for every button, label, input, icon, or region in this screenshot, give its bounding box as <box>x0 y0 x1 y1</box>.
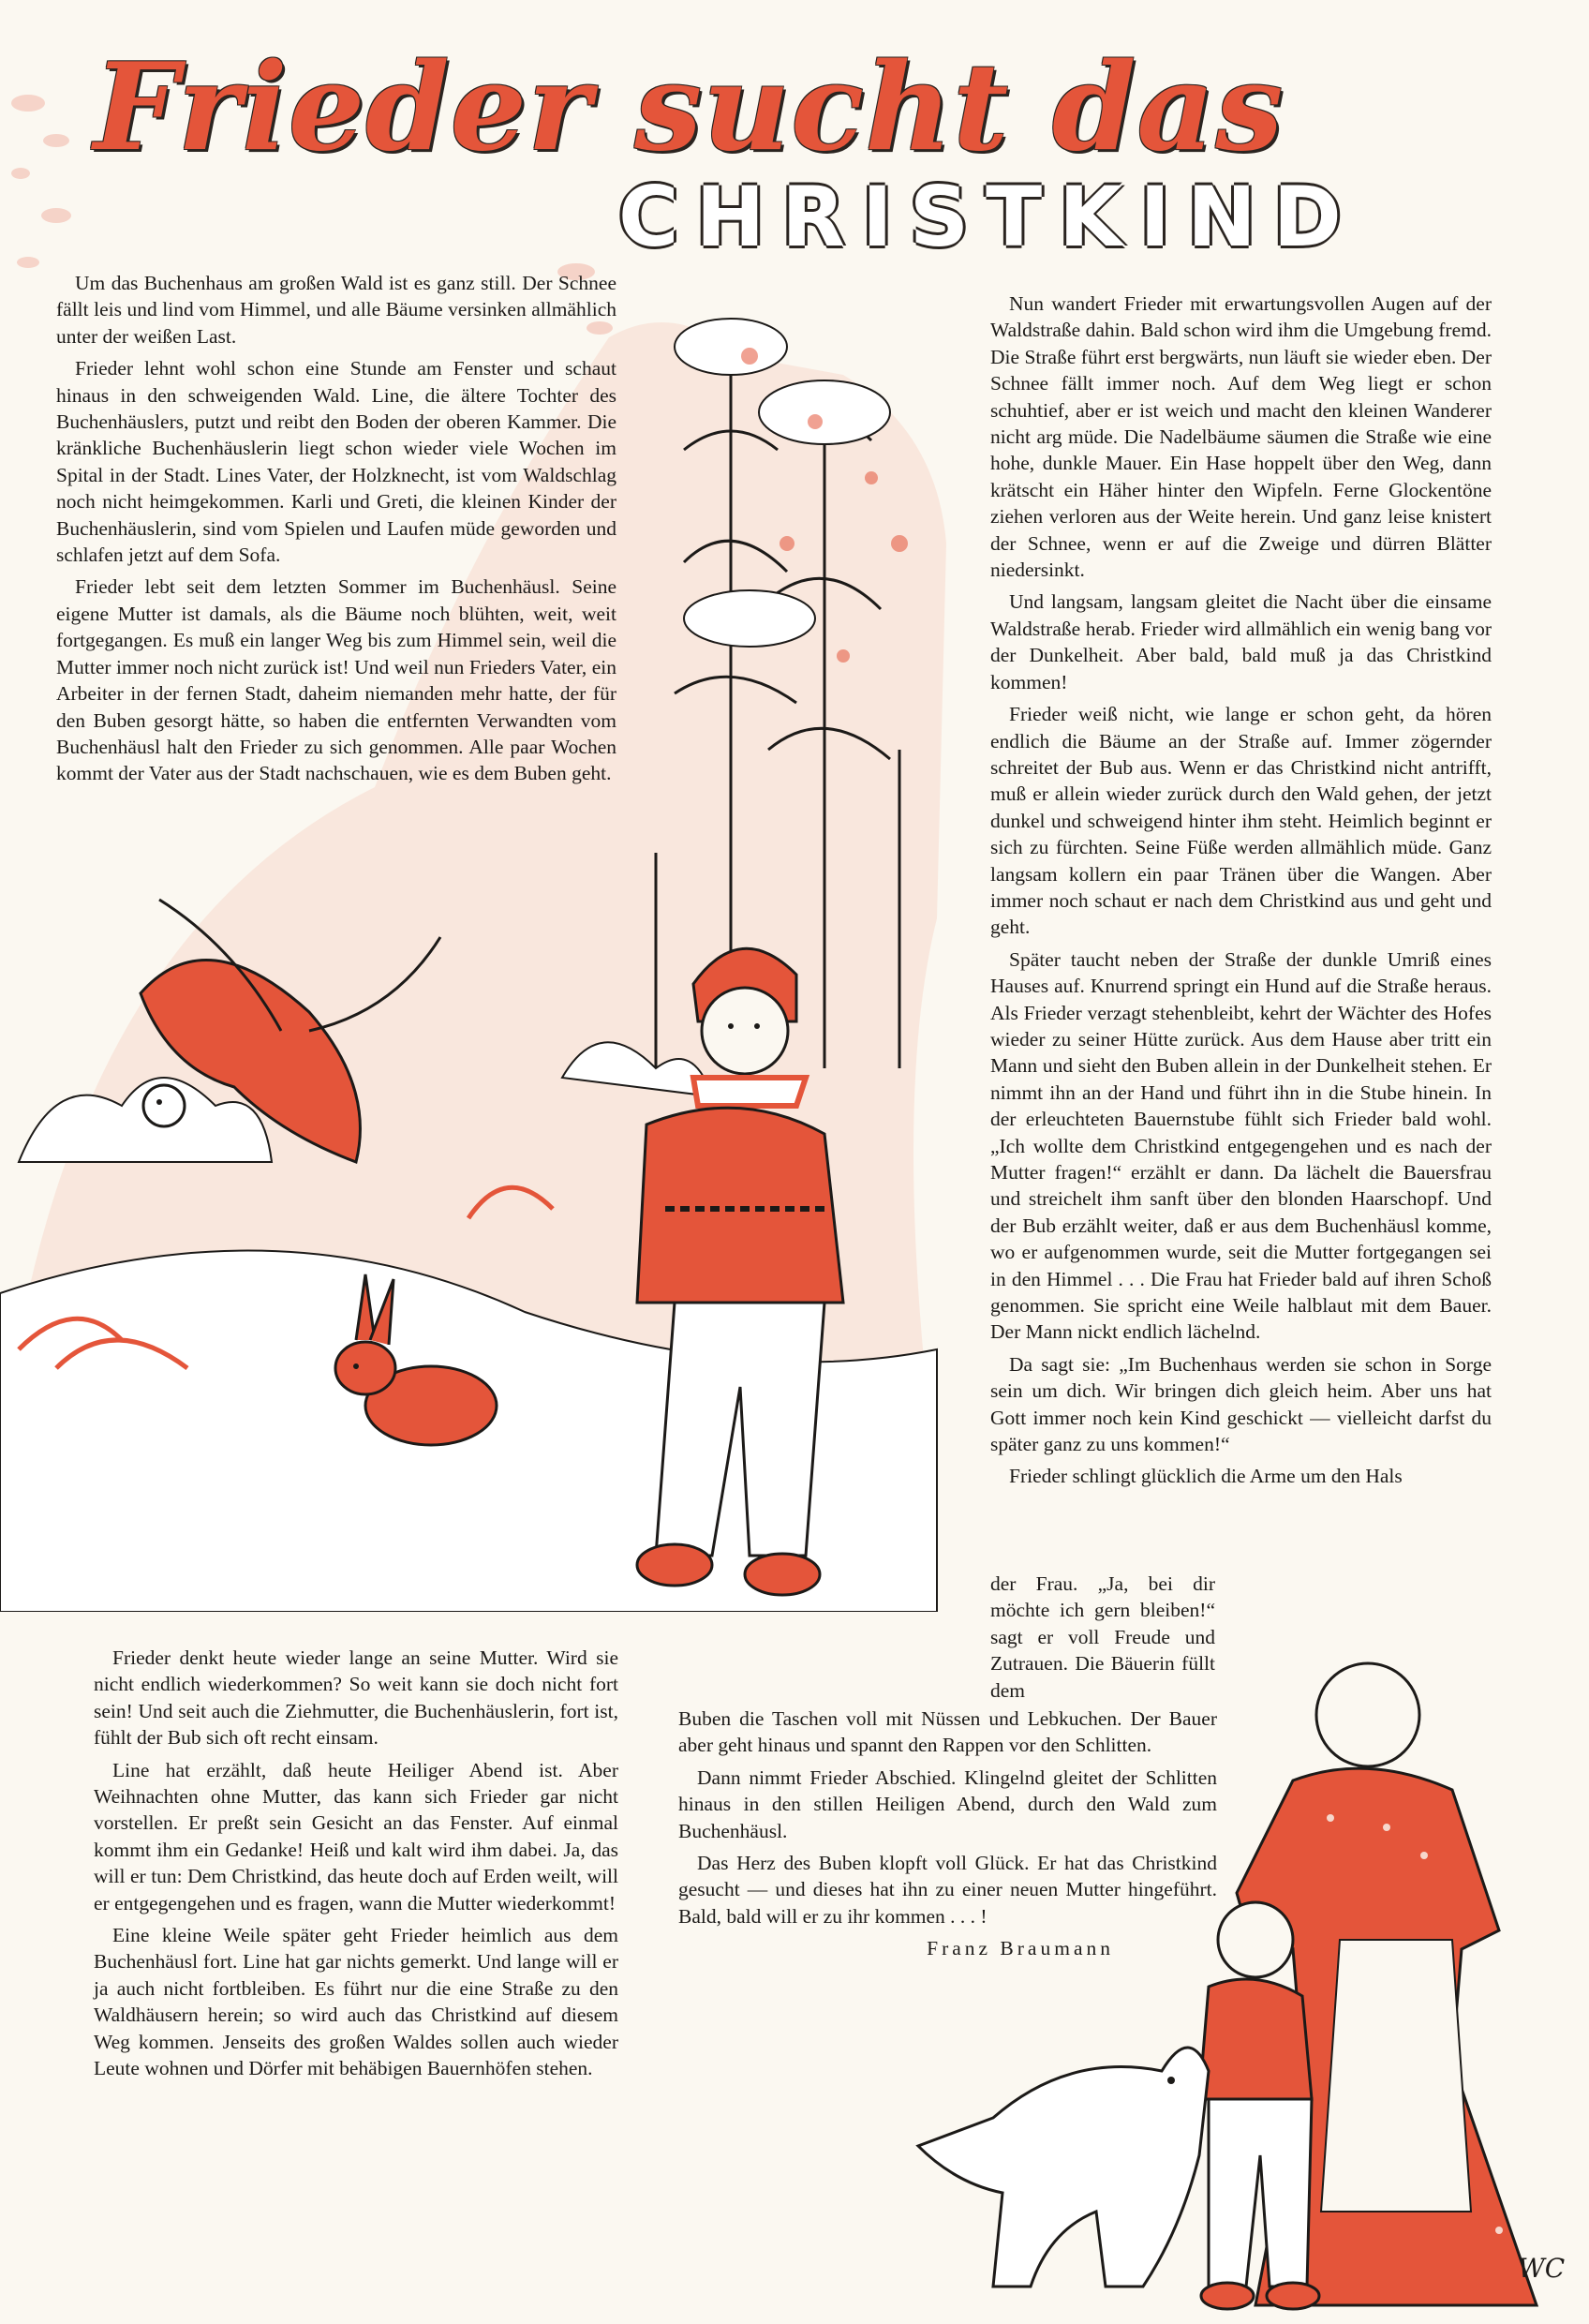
paragraph: Frieder lebt seit dem letzten Sommer im Buchenhäusl. Seine eigene Mutter ist damals, als die Bäume noch blühten, weit, weit fortgegangen. Es muß ein langer Weg bis zum Himmel sein, weil die Mutter immer noch nicht zurück ist! Und weil nun Frieders Vater, ein Arbeiter in der fernen Stadt, daheim niemanden mehr hatte, der für den Buben gesorgt hätte, so haben die entfernten Verwandten vom Buchenhäusl halt den Frieder zu sich genommen. Alle paar Wochen kommt der Vater aus der Stadt nachschauen, wie es dem Buben geht. <box>56 575 616 785</box>
paragraph: Line hat erzählt, daß heute Heiliger Abend ist. Aber Weihnachten ohne Mutter, das kann sich Frieder gar nicht vorstellen. Er preßt sein Gesicht an das Fenster. Auf einmal kommt ihm ein Gedanke! Heiß und kalt wird ihm dabei. Ja, das will er tun: Dem Christkind, das heute doch auf Erden weilt, will er entgegengehen und es fragen, wann die Mutter wiederkommt! <box>94 1758 618 1914</box>
article-column-right-narrow <box>990 1571 1215 1709</box>
paragraph: Da sagt sie: „Im Buchenhaus werden sie schon in Sorge sein um dich. Wir bringen dich gleich heim. Aber uns hat Gott immer noch kein Kind geschickt — vielleicht darfst du später ganz zu uns kommen!“ <box>990 1352 1492 1456</box>
author-name: Franz Braumann <box>927 1937 1114 1960</box>
paragraph: der Frau. „Ja, bei dir möchte ich gern bleiben!“ sagt er voll Freude und Zutrauen. Die Bäuerin füllt dem <box>990 1572 1215 1702</box>
paragraph: Um das Buchenhaus am großen Wald ist es ganz still. Der Schnee fällt leis und lind vom Himmel, und alle Bäume versinken allmählich unter der weißen Last. <box>56 272 616 348</box>
paragraph: Buben die Taschen voll mit Nüssen und Lebkuchen. Der Bauer aber geht hinaus und spannt den Rappen vor den Schlitten. <box>678 1707 1217 1757</box>
article-title: Frieder sucht das <box>94 37 1285 178</box>
paragraph: Frieder lehnt wohl schon eine Stunde am Fenster und schaut hinaus in den schweigenden Wald. Line, die ältere Tochter des Buchenhäuslers, putzt und reibt den Boden der oberen Kammer. Die kränkliche Buchenhäuslerin liegt schon wieder viele Wochen im Spital in der Stadt. Lines Vater, der Holzknecht, ist vom Waldschlag noch nicht heimgekommen. Karli und Greti, die kleinen Kinder der Buchenhäuslerin, sind vom Spielen und Laufen müde geworden und schlafen jetzt auf dem Sofa. <box>56 357 616 567</box>
paragraph: Später taucht neben der Straße der dunkle Umriß eines Hauses auf. Knurrend springt ein Hund auf die Straße heraus. Als Frieder verzagt stehenbleibt, kehrt der Wächter des Hofes wieder zu seiner Hütte zurück. Aus dem Hause aber tritt ein Mann und sieht den Buben allein in der Dunkelheit stehen. Er nimmt ihn an der Hand und führt ihn in die Stube hinein. In der erleuchteten Bauernstube fühlt sich Frieder bald wohl. „Ich wollte dem Christkind entgegengehen und es nach der Mutter fragen!“ erzählt er dann. Da lächelt die Bauersfrau und streichelt ihm sanft über den blonden Haarschopf. Und der Bub erzählt weiter, daß er aus dem Buchenhäusl komme, wo er aufgenommen wurde, seit die Mutter fortgegangen sei in den Himmel . . . Die Frau hat Frieder bald auf ihren Schoß genommen. Sie spricht eine Weile halblaut mit dem Bauer. Der Mann nickt endlich lächelnd. <box>990 947 1492 1344</box>
paragraph: Frieder schlingt glücklich die Arme um den Hals <box>1009 1465 1403 1488</box>
paragraph: Nun wandert Frieder mit erwartungsvollen Augen auf der Waldstraße dahin. Bald schon wird ihm die Umgebung fremd. Die Straße führt erst bergwärts, nun läuft sie wieder eben. Der Schnee fällt immer noch. Auf dem Weg liegt er schon schuhtief, aber er ist weich und macht den kleinen Wanderer nicht arg müde. Die Nadelbäume säumen die Straße wie eine hohe, dunkle Mauer. Ein Hase hoppelt über den Weg, dann krätscht ein Häher hinter den Wipfeln. Ferne Glockentöne ziehen verloren aus der Weite herein. Und ganz leise knistert der Schnee, wenn er auf die Zweige und dürren Blätter niedersinkt. <box>990 292 1492 582</box>
article-column-right <box>990 290 1492 1496</box>
article-title-christkind: CHRISTKIND <box>618 169 1359 265</box>
paragraph: Das Herz des Buben klopft voll Glück. Er hat das Christkind gesucht — und dieses hat ihn zu einer neuen Mutter hingeführt. Bald, bald will er zu ihr kommen . . . ! <box>678 1852 1217 1928</box>
illustrator-signature: WC <box>1518 2253 1566 2284</box>
paragraph: Eine kleine Weile später geht Frieder heimlich aus dem Buchenhäusl fort. Line hat gar nichts gemerkt. Und lange will er ja auch nicht fortbleiben. Es führt nur die eine Straße zu den Waldhäusern herein; so wird auch das Christkind auf diesem Weg kommen. Jenseits des großen Waldes sollen auch wieder Leute wohnen und Dörfer mit behäbigen Bauernhöfen stehen. <box>94 1924 618 2080</box>
paragraph: Dann nimmt Frieder Abschied. Klingelnd gleitet der Schlitten hinaus in den stillen Heiligen Abend, durch den Wald zum Buchenhäusl. <box>678 1765 1217 1842</box>
article-column-left <box>56 270 616 793</box>
article-column-middle-bottom <box>678 1706 1217 1962</box>
paragraph: Frieder denkt heute wieder lange an seine Mutter. Wird sie nicht endlich wiederkommen? So weit kann sie doch nicht fort sein! Und seit auch die Ziehmutter, die Buchenhäuslerin, fort ist, fühlt der Bub sich oft recht einsam. <box>94 1646 618 1750</box>
paragraph: Und langsam, langsam gleitet die Nacht über die einsame Waldstraße herab. Frieder wird allmählich ein wenig bang vor der Dunkelheit. Aber bald, bald muß ja das Christkind kommen! <box>990 590 1492 693</box>
paragraph: Frieder weiß nicht, wie lange er schon geht, da hören endlich die Bäume an der Straße auf. Immer zögernder schreitet der Bub aus. Wenn er das Christkind nicht antrifft, muß er allein wieder zurück durch den Wald gehen, der jetzt dunkel und schweigend hinter ihm steht. Heimlich beginnt er sich zu fürchten. Seine Füße werden allmählich müde. Ganz langsam kollern ein paar Tränen über die Wangen. Aber immer noch schaut er nach dem Christkind aus und geht und geht. <box>990 703 1492 939</box>
author-line <box>678 1935 1217 1961</box>
article-column-left-bottom <box>94 1645 618 2088</box>
